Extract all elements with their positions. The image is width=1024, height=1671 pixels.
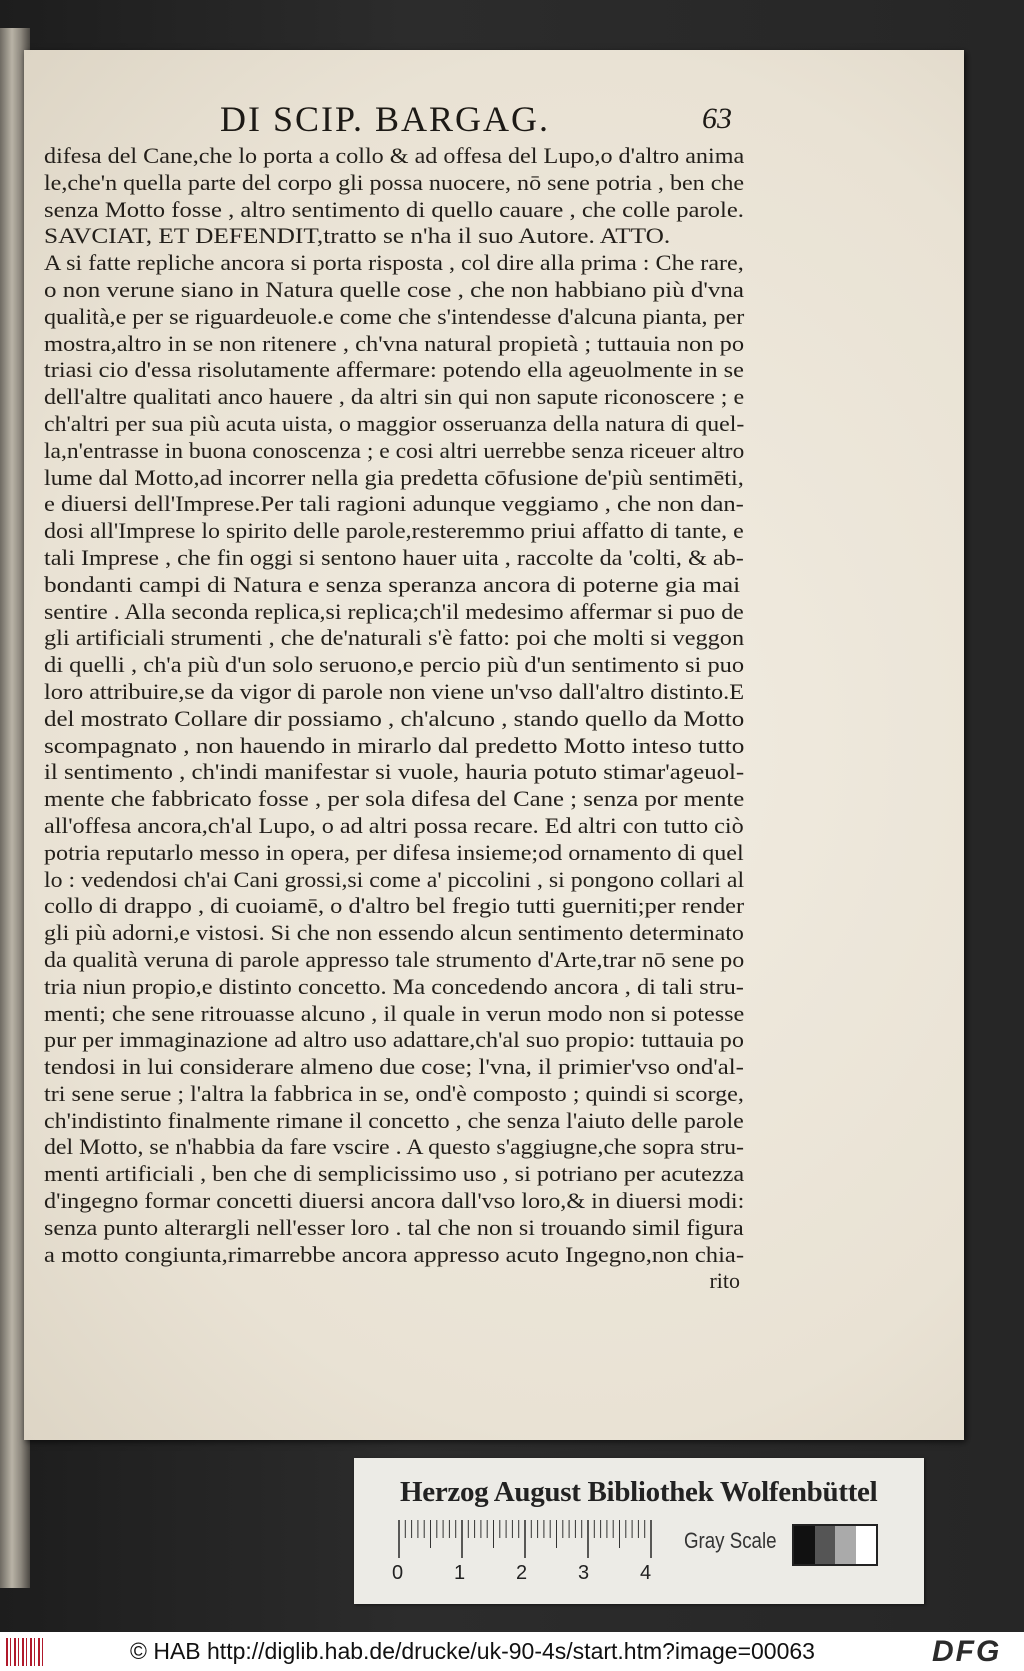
text-line: gli più adorni,e vistosi. Si che non essendo alcun sentimento determinato xyxy=(44,920,744,946)
text-line: o non verune siano in Natura quelle cose , che non habbiano più d'vna xyxy=(44,276,744,302)
text-line: il sentimento , ch'indi manifestar si vuole, hauria potuto stimar'ageuol- xyxy=(44,759,745,785)
text-line: e diuersi dell'Imprese.Per tali ragioni adunque veggiamo , che non dan- xyxy=(44,491,744,517)
ruler-scale xyxy=(398,1520,660,1558)
grayscale-swatch xyxy=(792,1524,878,1566)
grayscale-step xyxy=(794,1526,815,1564)
ruler-number: 2 xyxy=(516,1562,528,1584)
text-line: SAVCIAT, ET DEFENDIT,tratto se n'ha il suo Autore. ATTO. xyxy=(44,223,671,249)
text-line: senza Motto fosse , altro sentimento di quello cauare , che colle parole. xyxy=(44,196,744,222)
text-line: le,che'n quella parte del corpo gli possa nuocere, nō sene potria , ben che xyxy=(44,169,745,195)
ruler-number: 1 xyxy=(454,1562,466,1584)
institution-name: Herzog August Bibliothek Wolfenbüttel xyxy=(400,1476,878,1508)
text-line: menti; che sene ritrouasse alcuno , il quale in verun modo non si potesse xyxy=(44,1000,745,1026)
text-line: sentire . Alla seconda replica,si replica;ch'il medesimo affermar si puo de xyxy=(44,598,744,624)
text-line: ch'indistinto finalmente rimane il concetto , che senza l'aiuto delle parole xyxy=(44,1107,744,1133)
barcode-icon xyxy=(6,1638,46,1666)
text-line: dosi all'Imprese lo spirito delle parole,resteremmo priui affatto di tante, e xyxy=(44,518,744,544)
grayscale-caption: Gray Scale xyxy=(684,1528,777,1553)
ruler-number: 3 xyxy=(578,1562,590,1584)
grayscale-step xyxy=(815,1526,836,1564)
text-line: bondanti campi di Natura e senza speranza ancora di poterne gia mai xyxy=(44,571,741,597)
text-line: scompagnato , non hauendo in mirarlo dal predetto Motto inteso tutto xyxy=(44,732,745,758)
text-line: lume dal Motto,ad incorrer nella gia predetta cōfusione de'più sentimēti, xyxy=(44,464,744,490)
text-line: gli artificiali strumenti , che de'naturali s'è fatto: poi che molti si veggon xyxy=(44,625,745,651)
text-line: loro attribuire,se da vigor di parole non viene un'vso dall'altro distinto.E xyxy=(44,678,745,704)
ruler-number: 0 xyxy=(392,1562,404,1584)
running-title: DI SCIP. BARGAG. xyxy=(220,99,551,139)
body-text xyxy=(44,143,754,1295)
text-line: collo di drappo , di cuoiamē, o d'altro bel fregio tutti guerniti;per render xyxy=(44,893,745,919)
dfg-logo: DFG xyxy=(932,1635,1002,1668)
text-line: tali Imprese , che fin oggi si sentono hauer uita , raccolte da 'colti, & ab- xyxy=(44,544,744,570)
text-line: lo : vedendosi ch'ai Cani grossi,si come a' piccolini , si pongono collari al xyxy=(44,866,745,892)
text-line: d'ingegno formar concetti diuersi ancora dall'vso loro,& in diuersi modi: xyxy=(44,1188,745,1214)
text-line: del Motto, se n'habbia da fare vscire . A questo s'aggiugne,che sopra stru- xyxy=(44,1134,744,1160)
text-line: tri sene serue ; l'altra la fabbrica in se, ond'è composto ; quindi si scorge, xyxy=(44,1080,744,1106)
catchword: rito xyxy=(709,1268,740,1294)
text-line: dell'altre qualitati anco hauere , da altri sin qui non sapute riconoscere ; e xyxy=(44,384,745,410)
library-label xyxy=(354,1458,924,1604)
text-line: tendosi in lui considerare almeno due cose; l'vna, il primier'vso ond'al- xyxy=(44,1054,744,1080)
grayscale-step xyxy=(835,1526,856,1564)
text-line: senza punto alterargli nell'esser loro . tal che non si trouando simil figura xyxy=(44,1214,744,1240)
text-line: A si fatte repliche ancora si porta risposta , col dire alla prima : Che rare, xyxy=(44,250,744,276)
grayscale-step xyxy=(856,1526,877,1564)
text-line: menti artificiali , ben che di semplicissimo uso , si potriano per acutezza xyxy=(44,1161,745,1187)
text-line: qualità,e per se riguardeuole.e come che s'intendesse d'alcuna pianta, per xyxy=(44,303,745,329)
text-line: all'offesa ancora,ch'al Lupo, o ad altri possa recare. Ed altri con tutto ciò xyxy=(44,812,744,838)
running-header xyxy=(192,98,732,144)
text-line: la,n'entrasse in buona conoscenza ; e cosi altri uerrebbe senza riceuer altro xyxy=(44,437,745,463)
text-line: triasi cio d'essa risolutamente affermare: potendo ella ageuolmente in se xyxy=(44,357,744,383)
text-line: da qualità veruna di parole appresso tale strumento d'Arte,trar nō sene po xyxy=(44,946,745,972)
text-line: tria niun propio,e distinto concetto. Ma concedendo ancora , di tali stru- xyxy=(44,973,744,999)
text-line: di quelli , ch'a più d'un solo seruono,e percio più d'un sentimento si puo xyxy=(44,652,745,678)
text-line: difesa del Cane,che lo porta a collo & ad offesa del Lupo,o d'altro anima xyxy=(44,143,745,168)
text-line: mente che fabbricato fosse , per sola difesa del Cane ; senza por mente xyxy=(44,786,745,812)
text-line: a motto congiunta,rimarrebbe ancora appresso acuto Ingegno,non chia- xyxy=(44,1241,745,1267)
text-line: mostra,altro in se non ritenere , ch'vna natural propietà ; tuttauia non po xyxy=(44,330,745,356)
text-line: potria reputarlo messo in opera, per difesa insieme;od ornamento di quel xyxy=(44,839,744,865)
text-line: pur per immaginazione ad altro uso adattare,ch'al suo propio: tuttauia po xyxy=(44,1027,744,1053)
footer-bar xyxy=(0,1632,1024,1671)
text-line: ch'altri per sua più acuta uista, o maggior osseruanza della natura di quel- xyxy=(44,410,745,436)
ruler-number: 4 xyxy=(640,1562,652,1584)
copyright-url[interactable]: © HAB http://diglib.hab.de/drucke/uk-90-4s/start.htm?image=00063 xyxy=(130,1638,815,1664)
page-number: 63 xyxy=(702,102,732,135)
text-line: del mostrato Collare dir possiamo , ch'alcuno , stando quello da Motto xyxy=(44,705,745,731)
